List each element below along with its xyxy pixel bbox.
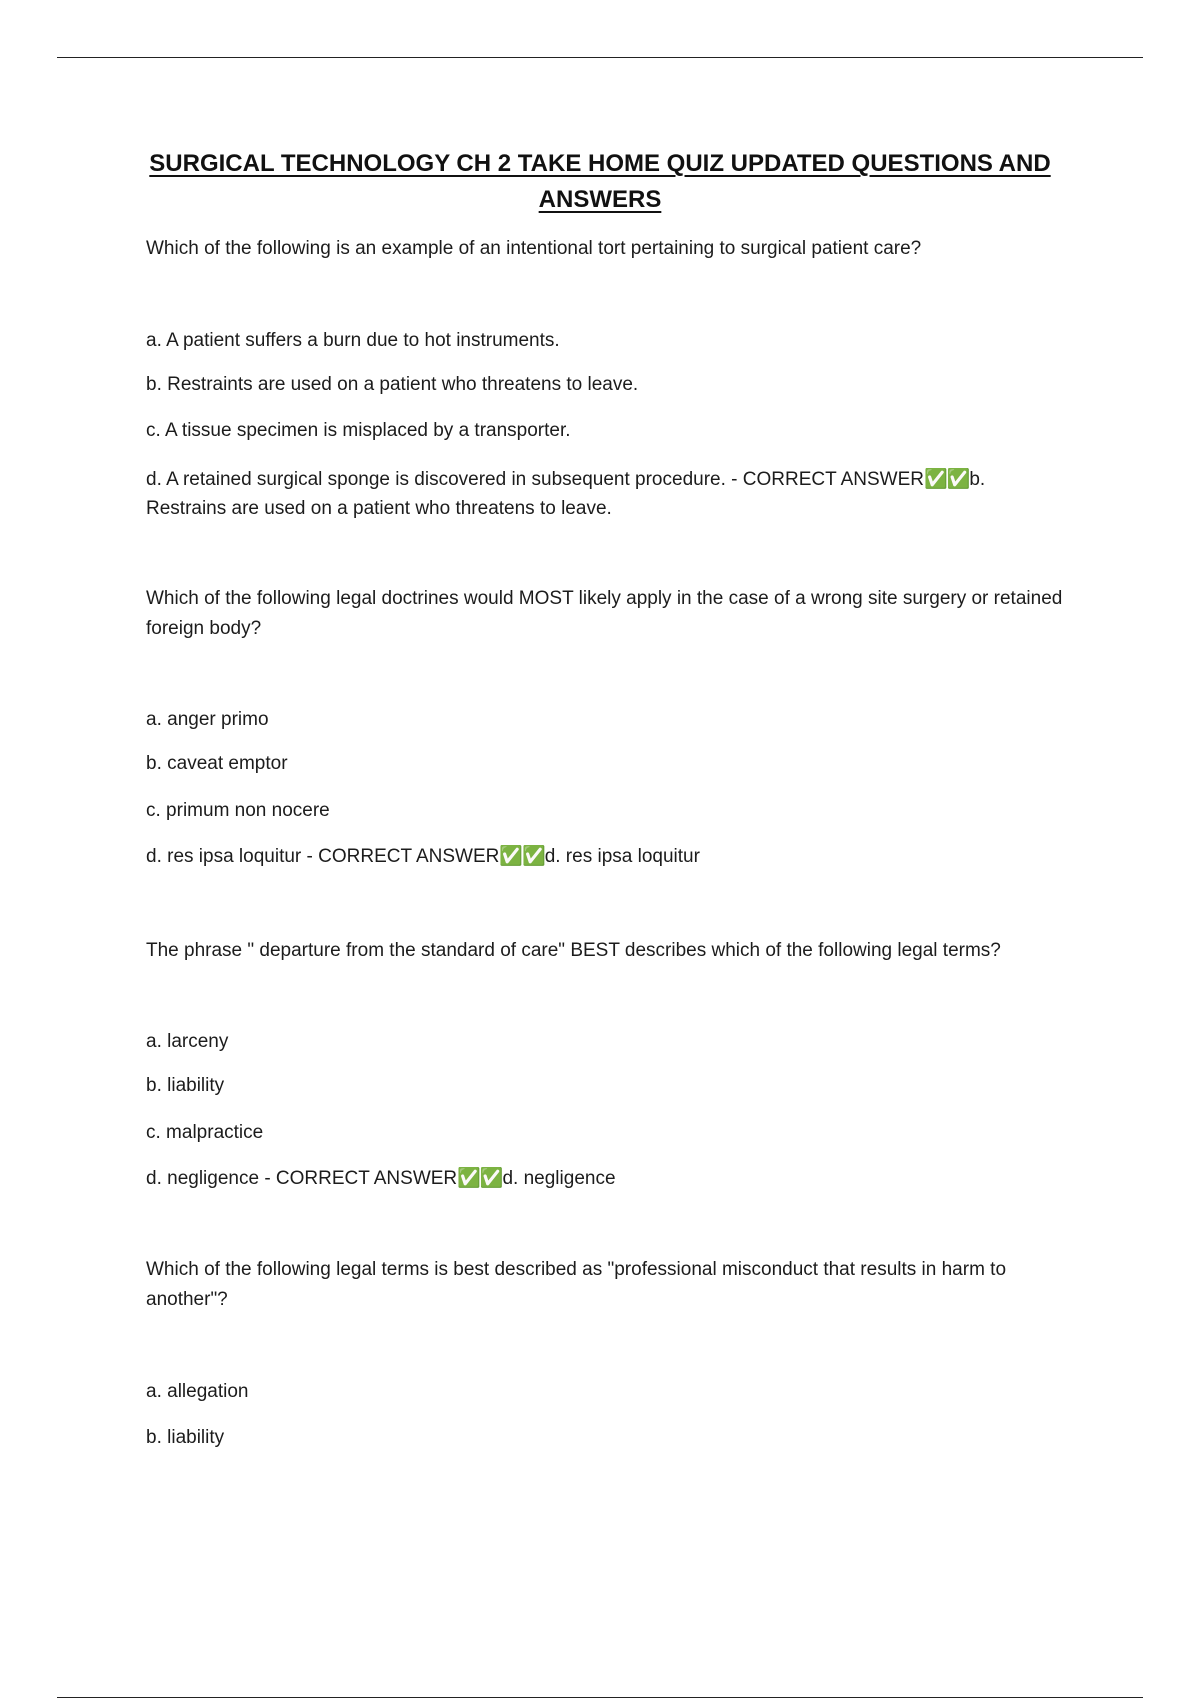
question-3-option-a: a. larceny (146, 1031, 229, 1052)
question-2-option-a: a. anger primo (146, 709, 269, 730)
option-d-text: d. res ipsa loquitur - CORRECT ANSWER (146, 846, 500, 867)
question-1-option-c: c. A tissue specimen is misplaced by a transporter. (146, 420, 571, 441)
option-d-text: d. A retained surgical sponge is discovered in subsequent procedure. - CORRECT ANSWER (146, 469, 924, 490)
question-3-option-b: b. liability (146, 1075, 225, 1096)
double-check-icon: ✅✅ (457, 1168, 503, 1189)
correct-answer-text: b. Restrains are used on a patient who threatens to leave. (146, 469, 986, 519)
question-1: Which of the following is an example of an intentional tort pertaining to surgical patient care? (146, 238, 922, 259)
question-2-option-d (146, 843, 1046, 871)
question-2: Which of the following legal doctrines would MOST likely apply in the case of a wrong site surgery or retained foreign body? (146, 588, 1063, 639)
question-4-option-a: a. allegation (146, 1381, 249, 1402)
question-3-option-c: c. malpractice (146, 1122, 264, 1143)
double-check-icon: ✅✅ (923, 469, 970, 490)
question-1-option-b: b. Restraints are used on a patient who threatens to leave. (146, 374, 639, 395)
question-1-option-a: a. A patient suffers a burn due to hot instruments. (146, 330, 560, 351)
question-2-option-b: b. caveat emptor (146, 753, 288, 774)
question-4-option-b: b. liability (146, 1427, 225, 1448)
header-rule (57, 57, 1143, 58)
correct-answer-text: d. negligence (502, 1168, 616, 1189)
document-title: SURGICAL TECHNOLOGY CH 2 TAKE HOME QUIZ UPDATED QUESTIONS AND ANSWERS (149, 150, 1051, 213)
option-d-text: d. negligence - CORRECT ANSWER (146, 1168, 458, 1189)
question-2-option-c: c. primum non nocere (146, 800, 330, 821)
correct-answer-text: d. res ipsa loquitur (544, 846, 700, 867)
question-1-option-d (146, 465, 1066, 523)
double-check-icon: ✅✅ (499, 846, 545, 867)
question-4: Which of the following legal terms is best described as "professional misconduct that results in harm to another"? (146, 1259, 1007, 1310)
question-3: The phrase " departure from the standard of care" BEST describes which of the following legal terms? (146, 940, 1001, 961)
question-3-option-d (146, 1165, 1046, 1193)
footer-rule (57, 1697, 1143, 1698)
